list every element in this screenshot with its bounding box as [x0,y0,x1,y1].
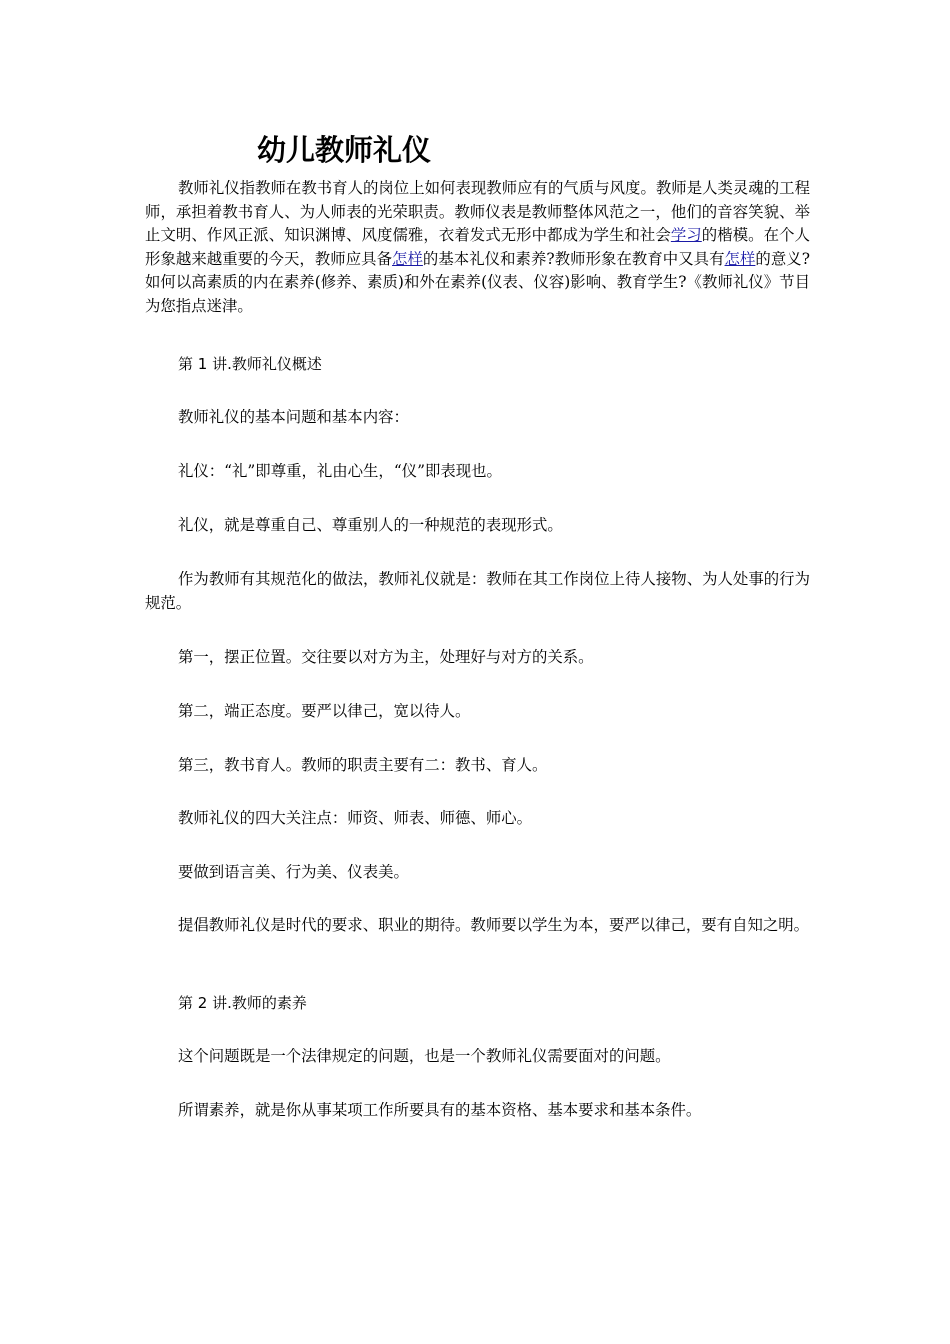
body-paragraph: 第一，摆正位置。交往要以对方为主，处理好与对方的关系。 [178,648,594,666]
body-paragraph: 教师礼仪的基本问题和基本内容： [178,408,409,426]
body-paragraph: 要做到语言美、行为美、仪表美。 [178,863,409,881]
intro-text-3: 的基本礼仪和素养?教师形象在教育中又具有 [422,249,725,268]
link-study[interactable]: 学习 [670,226,702,245]
body-paragraph: 所谓素养，就是你从事某项工作所要具有的基本资格、基本要求和基本条件。 [178,1101,702,1119]
body-paragraph: 礼仪：“礼”即尊重，礼由心生，“仪”即表现也。 [178,462,502,480]
lecture-2-heading: 第 2 讲.教师的素养 [178,994,307,1012]
body-paragraph: 第三，教书育人。教师的职责主要有二：教书、育人。 [178,756,548,774]
document-title: 幼儿教师礼仪 [257,133,432,167]
body-paragraph: 第二，端正态度。要严以律己，宽以待人。 [178,702,471,720]
link-how-1[interactable]: 怎样 [392,249,423,268]
body-paragraph: 提倡教师礼仪是时代的要求、职业的期待。教师要以学生为本，要严以律己，要有自知之明。 [178,916,810,934]
body-paragraph: 作为教师有其规范化的做法，教师礼仪就是：教师在其工作岗位上待人接物、为人处事的行为规范。 [145,570,810,612]
body-paragraph: 教师礼仪的四大关注点：师资、师表、师德、师心。 [178,809,532,827]
body-paragraph: 这个问题既是一个法律规定的问题，也是一个教师礼仪需要面对的问题。 [178,1047,671,1065]
intro-text-1: 教师礼仪指教师在教书育人的岗位上如何表现教师应有的气质与风度。教师是人类灵魂的工程师，承担着教书育人、为人师表的光荣职责。教师仪表是教师整体风范之一，他们的音容笑貌、举止文明、作风正派、知识渊博、风度儒雅，衣着发式无形中都成为学生和社会 [145,179,810,245]
intro-text-2: 的楷模。在个人形象越来越重要的今天，教师应具备 [145,226,810,268]
link-how-2[interactable]: 怎样 [724,249,756,268]
intro-paragraph [145,177,810,319]
body-paragraph: 礼仪，就是尊重自己、尊重别人的一种规范的表现形式。 [178,516,563,534]
lecture-1-heading: 第 1 讲.教师礼仪概述 [178,355,322,373]
intro-text-4: 的意义?如何以高素质的内在素养(修养、素质)和外在素养(仪表、仪容)影响、教育学生?《教师礼仪》节目为您指点迷津。 [145,249,810,315]
